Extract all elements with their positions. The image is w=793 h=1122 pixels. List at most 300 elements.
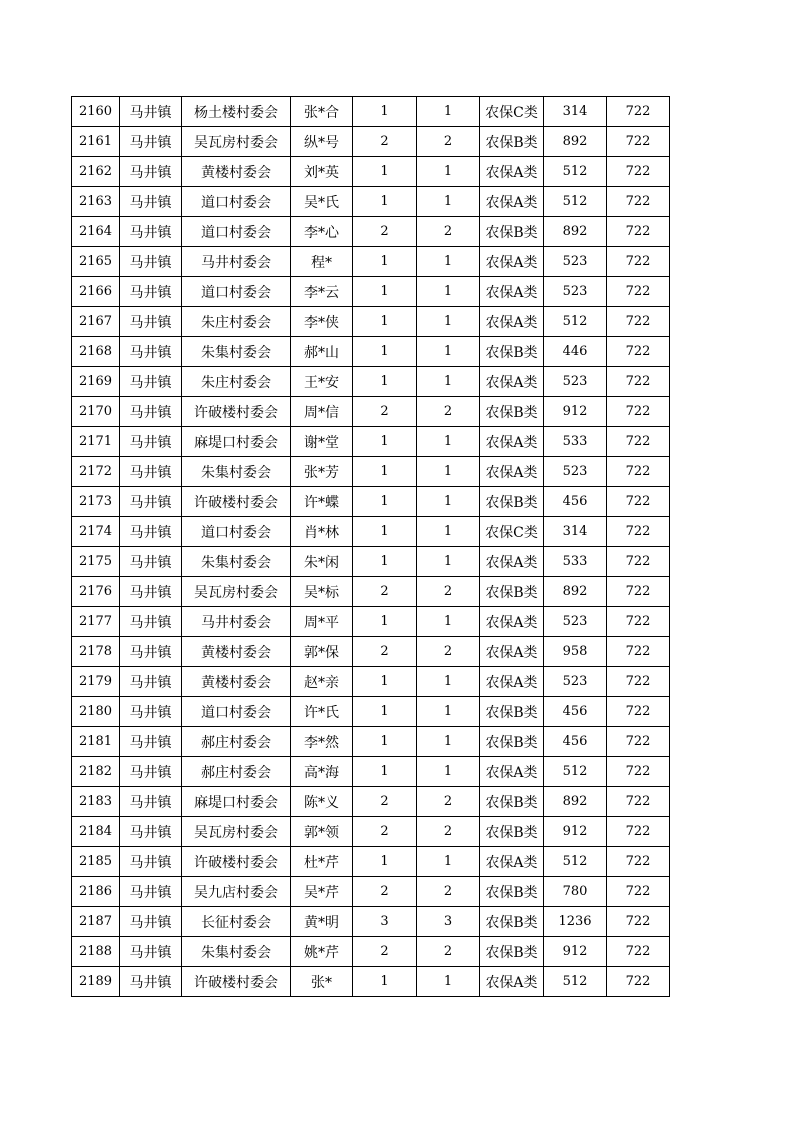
amount-cell: 456: [544, 487, 607, 517]
table-row: [72, 937, 670, 967]
household-count-cell: 2: [353, 937, 417, 967]
village-committee-cell: 道口村委会: [182, 697, 291, 727]
serial-number-cell: 2163: [72, 187, 120, 217]
amount-cell: 446: [544, 337, 607, 367]
table-row: [72, 367, 670, 397]
table-row: [72, 847, 670, 877]
standard-cell: 722: [607, 427, 670, 457]
person-count-cell: 1: [417, 847, 480, 877]
name-cell: 王*安: [291, 367, 353, 397]
serial-number-cell: 2161: [72, 127, 120, 157]
standard-cell: 722: [607, 337, 670, 367]
insurance-class-cell: 农保A类: [480, 637, 544, 667]
insurance-class-cell: 农保B类: [480, 397, 544, 427]
standard-cell: 722: [607, 547, 670, 577]
standard-cell: 722: [607, 457, 670, 487]
name-cell: 李*然: [291, 727, 353, 757]
person-count-cell: 1: [417, 967, 480, 997]
name-cell: 吴*氏: [291, 187, 353, 217]
amount-cell: 912: [544, 397, 607, 427]
amount-cell: 523: [544, 247, 607, 277]
insurance-class-cell: 农保B类: [480, 577, 544, 607]
serial-number-cell: 2186: [72, 877, 120, 907]
person-count-cell: 2: [417, 577, 480, 607]
serial-number-cell: 2180: [72, 697, 120, 727]
name-cell: 李*心: [291, 217, 353, 247]
name-cell: 黄*明: [291, 907, 353, 937]
town-cell: 马井镇: [120, 577, 182, 607]
amount-cell: 512: [544, 187, 607, 217]
person-count-cell: 1: [417, 247, 480, 277]
standard-cell: 722: [607, 127, 670, 157]
household-count-cell: 2: [353, 217, 417, 247]
household-count-cell: 1: [353, 157, 417, 187]
amount-cell: 912: [544, 817, 607, 847]
table-row: [72, 577, 670, 607]
village-committee-cell: 吴瓦房村委会: [182, 127, 291, 157]
insurance-class-cell: 农保B类: [480, 877, 544, 907]
name-cell: 朱*闲: [291, 547, 353, 577]
village-committee-cell: 长征村委会: [182, 907, 291, 937]
serial-number-cell: 2183: [72, 787, 120, 817]
insurance-class-cell: 农保C类: [480, 517, 544, 547]
village-committee-cell: 许破楼村委会: [182, 397, 291, 427]
household-count-cell: 2: [353, 577, 417, 607]
town-cell: 马井镇: [120, 967, 182, 997]
serial-number-cell: 2169: [72, 367, 120, 397]
person-count-cell: 2: [417, 787, 480, 817]
village-committee-cell: 朱集村委会: [182, 547, 291, 577]
serial-number-cell: 2166: [72, 277, 120, 307]
serial-number-cell: 2173: [72, 487, 120, 517]
town-cell: 马井镇: [120, 727, 182, 757]
town-cell: 马井镇: [120, 517, 182, 547]
village-committee-cell: 吴九店村委会: [182, 877, 291, 907]
town-cell: 马井镇: [120, 127, 182, 157]
standard-cell: 722: [607, 97, 670, 127]
person-count-cell: 1: [417, 337, 480, 367]
village-committee-cell: 郝庄村委会: [182, 727, 291, 757]
household-count-cell: 1: [353, 847, 417, 877]
table-row: [72, 97, 670, 127]
standard-cell: 722: [607, 187, 670, 217]
person-count-cell: 1: [417, 367, 480, 397]
town-cell: 马井镇: [120, 277, 182, 307]
serial-number-cell: 2189: [72, 967, 120, 997]
village-committee-cell: 许破楼村委会: [182, 847, 291, 877]
name-cell: 许*蝶: [291, 487, 353, 517]
standard-cell: 722: [607, 817, 670, 847]
standard-cell: 722: [607, 727, 670, 757]
village-committee-cell: 朱庄村委会: [182, 367, 291, 397]
insurance-class-cell: 农保A类: [480, 607, 544, 637]
standard-cell: 722: [607, 937, 670, 967]
table-body: [72, 97, 670, 997]
table-row: [72, 547, 670, 577]
standard-cell: 722: [607, 967, 670, 997]
standard-cell: 722: [607, 307, 670, 337]
name-cell: 程*: [291, 247, 353, 277]
table-row: [72, 787, 670, 817]
town-cell: 马井镇: [120, 607, 182, 637]
insurance-class-cell: 农保A类: [480, 967, 544, 997]
name-cell: 郭*领: [291, 817, 353, 847]
village-committee-cell: 道口村委会: [182, 187, 291, 217]
table-row: [72, 757, 670, 787]
town-cell: 马井镇: [120, 757, 182, 787]
village-committee-cell: 道口村委会: [182, 517, 291, 547]
village-committee-cell: 黄楼村委会: [182, 637, 291, 667]
standard-cell: 722: [607, 157, 670, 187]
household-count-cell: 1: [353, 667, 417, 697]
insurance-class-cell: 农保B类: [480, 487, 544, 517]
name-cell: 姚*芹: [291, 937, 353, 967]
town-cell: 马井镇: [120, 97, 182, 127]
amount-cell: 780: [544, 877, 607, 907]
standard-cell: 722: [607, 277, 670, 307]
serial-number-cell: 2162: [72, 157, 120, 187]
amount-cell: 314: [544, 97, 607, 127]
household-count-cell: 1: [353, 607, 417, 637]
town-cell: 马井镇: [120, 427, 182, 457]
table-row: [72, 337, 670, 367]
town-cell: 马井镇: [120, 367, 182, 397]
person-count-cell: 1: [417, 727, 480, 757]
amount-cell: 892: [544, 217, 607, 247]
village-committee-cell: 朱庄村委会: [182, 307, 291, 337]
household-count-cell: 1: [353, 367, 417, 397]
amount-cell: 512: [544, 757, 607, 787]
amount-cell: 1236: [544, 907, 607, 937]
serial-number-cell: 2174: [72, 517, 120, 547]
amount-cell: 512: [544, 307, 607, 337]
amount-cell: 912: [544, 937, 607, 967]
table-row: [72, 907, 670, 937]
table-row: [72, 157, 670, 187]
village-committee-cell: 黄楼村委会: [182, 157, 291, 187]
household-count-cell: 1: [353, 247, 417, 277]
village-committee-cell: 杨土楼村委会: [182, 97, 291, 127]
town-cell: 马井镇: [120, 787, 182, 817]
serial-number-cell: 2160: [72, 97, 120, 127]
table-row: [72, 697, 670, 727]
household-count-cell: 1: [353, 307, 417, 337]
name-cell: 郭*保: [291, 637, 353, 667]
amount-cell: 523: [544, 457, 607, 487]
household-count-cell: 1: [353, 277, 417, 307]
standard-cell: 722: [607, 697, 670, 727]
table-row: [72, 457, 670, 487]
village-committee-cell: 道口村委会: [182, 277, 291, 307]
standard-cell: 722: [607, 847, 670, 877]
standard-cell: 722: [607, 787, 670, 817]
table-row: [72, 277, 670, 307]
town-cell: 马井镇: [120, 907, 182, 937]
person-count-cell: 2: [417, 127, 480, 157]
table-row: [72, 307, 670, 337]
serial-number-cell: 2167: [72, 307, 120, 337]
insurance-class-cell: 农保A类: [480, 277, 544, 307]
insurance-class-cell: 农保B类: [480, 787, 544, 817]
name-cell: 纵*号: [291, 127, 353, 157]
person-count-cell: 1: [417, 517, 480, 547]
table-row: [72, 967, 670, 997]
name-cell: 高*海: [291, 757, 353, 787]
town-cell: 马井镇: [120, 547, 182, 577]
name-cell: 杜*芹: [291, 847, 353, 877]
person-count-cell: 1: [417, 697, 480, 727]
amount-cell: 456: [544, 697, 607, 727]
amount-cell: 314: [544, 517, 607, 547]
serial-number-cell: 2176: [72, 577, 120, 607]
village-committee-cell: 吴瓦房村委会: [182, 577, 291, 607]
village-committee-cell: 黄楼村委会: [182, 667, 291, 697]
amount-cell: 892: [544, 577, 607, 607]
amount-cell: 523: [544, 607, 607, 637]
standard-cell: 722: [607, 517, 670, 547]
name-cell: 周*平: [291, 607, 353, 637]
town-cell: 马井镇: [120, 457, 182, 487]
insurance-class-cell: 农保B类: [480, 937, 544, 967]
table-row: [72, 727, 670, 757]
household-count-cell: 1: [353, 727, 417, 757]
amount-cell: 892: [544, 127, 607, 157]
amount-cell: 512: [544, 157, 607, 187]
insurance-class-cell: 农保B类: [480, 697, 544, 727]
name-cell: 李*侠: [291, 307, 353, 337]
household-count-cell: 2: [353, 787, 417, 817]
serial-number-cell: 2171: [72, 427, 120, 457]
amount-cell: 523: [544, 667, 607, 697]
insurance-class-cell: 农保A类: [480, 157, 544, 187]
records-table: [71, 96, 670, 997]
town-cell: 马井镇: [120, 847, 182, 877]
village-committee-cell: 朱集村委会: [182, 457, 291, 487]
town-cell: 马井镇: [120, 397, 182, 427]
amount-cell: 523: [544, 277, 607, 307]
person-count-cell: 1: [417, 457, 480, 487]
amount-cell: 512: [544, 847, 607, 877]
standard-cell: 722: [607, 607, 670, 637]
serial-number-cell: 2188: [72, 937, 120, 967]
serial-number-cell: 2165: [72, 247, 120, 277]
name-cell: 肖*林: [291, 517, 353, 547]
name-cell: 张*芳: [291, 457, 353, 487]
table-row: [72, 667, 670, 697]
person-count-cell: 1: [417, 187, 480, 217]
amount-cell: 533: [544, 547, 607, 577]
person-count-cell: 1: [417, 427, 480, 457]
serial-number-cell: 2172: [72, 457, 120, 487]
table-row: [72, 247, 670, 277]
insurance-class-cell: 农保A类: [480, 757, 544, 787]
standard-cell: 722: [607, 577, 670, 607]
name-cell: 张*: [291, 967, 353, 997]
name-cell: 刘*英: [291, 157, 353, 187]
standard-cell: 722: [607, 637, 670, 667]
person-count-cell: 1: [417, 757, 480, 787]
name-cell: 周*信: [291, 397, 353, 427]
serial-number-cell: 2168: [72, 337, 120, 367]
household-count-cell: 1: [353, 517, 417, 547]
amount-cell: 533: [544, 427, 607, 457]
household-count-cell: 1: [353, 337, 417, 367]
person-count-cell: 1: [417, 607, 480, 637]
name-cell: 赵*亲: [291, 667, 353, 697]
person-count-cell: 1: [417, 667, 480, 697]
serial-number-cell: 2181: [72, 727, 120, 757]
standard-cell: 722: [607, 217, 670, 247]
table-row: [72, 397, 670, 427]
name-cell: 吴*标: [291, 577, 353, 607]
insurance-class-cell: 农保B类: [480, 817, 544, 847]
town-cell: 马井镇: [120, 337, 182, 367]
serial-number-cell: 2187: [72, 907, 120, 937]
name-cell: 郝*山: [291, 337, 353, 367]
household-count-cell: 1: [353, 757, 417, 787]
person-count-cell: 1: [417, 547, 480, 577]
household-count-cell: 2: [353, 637, 417, 667]
standard-cell: 722: [607, 397, 670, 427]
village-committee-cell: 朱集村委会: [182, 337, 291, 367]
standard-cell: 722: [607, 367, 670, 397]
household-count-cell: 1: [353, 187, 417, 217]
town-cell: 马井镇: [120, 637, 182, 667]
insurance-class-cell: 农保B类: [480, 127, 544, 157]
name-cell: 张*合: [291, 97, 353, 127]
person-count-cell: 2: [417, 817, 480, 847]
town-cell: 马井镇: [120, 817, 182, 847]
household-count-cell: 2: [353, 817, 417, 847]
serial-number-cell: 2184: [72, 817, 120, 847]
village-committee-cell: 马井村委会: [182, 247, 291, 277]
town-cell: 马井镇: [120, 307, 182, 337]
table-row: [72, 877, 670, 907]
name-cell: 谢*堂: [291, 427, 353, 457]
serial-number-cell: 2164: [72, 217, 120, 247]
insurance-class-cell: 农保B类: [480, 907, 544, 937]
person-count-cell: 2: [417, 397, 480, 427]
insurance-class-cell: 农保A类: [480, 547, 544, 577]
insurance-class-cell: 农保B类: [480, 217, 544, 247]
insurance-class-cell: 农保B类: [480, 727, 544, 757]
amount-cell: 523: [544, 367, 607, 397]
household-count-cell: 1: [353, 427, 417, 457]
village-committee-cell: 马井村委会: [182, 607, 291, 637]
village-committee-cell: 许破楼村委会: [182, 967, 291, 997]
table-row: [72, 127, 670, 157]
town-cell: 马井镇: [120, 487, 182, 517]
name-cell: 许*氏: [291, 697, 353, 727]
insurance-class-cell: 农保A类: [480, 307, 544, 337]
insurance-class-cell: 农保A类: [480, 367, 544, 397]
village-committee-cell: 许破楼村委会: [182, 487, 291, 517]
town-cell: 马井镇: [120, 877, 182, 907]
insurance-class-cell: 农保C类: [480, 97, 544, 127]
person-count-cell: 1: [417, 307, 480, 337]
village-committee-cell: 朱集村委会: [182, 937, 291, 967]
amount-cell: 958: [544, 637, 607, 667]
person-count-cell: 2: [417, 877, 480, 907]
table-row: [72, 487, 670, 517]
person-count-cell: 2: [417, 217, 480, 247]
village-committee-cell: 吴瓦房村委会: [182, 817, 291, 847]
standard-cell: 722: [607, 487, 670, 517]
amount-cell: 892: [544, 787, 607, 817]
table-row: [72, 187, 670, 217]
person-count-cell: 3: [417, 907, 480, 937]
serial-number-cell: 2182: [72, 757, 120, 787]
person-count-cell: 1: [417, 277, 480, 307]
insurance-class-cell: 农保A类: [480, 847, 544, 877]
village-committee-cell: 麻堤口村委会: [182, 787, 291, 817]
town-cell: 马井镇: [120, 667, 182, 697]
amount-cell: 456: [544, 727, 607, 757]
table-row: [72, 607, 670, 637]
household-count-cell: 2: [353, 397, 417, 427]
village-committee-cell: 道口村委会: [182, 217, 291, 247]
household-count-cell: 1: [353, 457, 417, 487]
serial-number-cell: 2177: [72, 607, 120, 637]
standard-cell: 722: [607, 667, 670, 697]
person-count-cell: 2: [417, 637, 480, 667]
insurance-class-cell: 农保A类: [480, 187, 544, 217]
insurance-class-cell: 农保A类: [480, 667, 544, 697]
person-count-cell: 2: [417, 937, 480, 967]
standard-cell: 722: [607, 907, 670, 937]
town-cell: 马井镇: [120, 697, 182, 727]
household-count-cell: 1: [353, 97, 417, 127]
amount-cell: 512: [544, 967, 607, 997]
standard-cell: 722: [607, 757, 670, 787]
insurance-class-cell: 农保A类: [480, 247, 544, 277]
name-cell: 李*云: [291, 277, 353, 307]
town-cell: 马井镇: [120, 937, 182, 967]
household-count-cell: 2: [353, 127, 417, 157]
town-cell: 马井镇: [120, 187, 182, 217]
household-count-cell: 1: [353, 547, 417, 577]
town-cell: 马井镇: [120, 157, 182, 187]
table-row: [72, 517, 670, 547]
village-committee-cell: 郝庄村委会: [182, 757, 291, 787]
insurance-class-cell: 农保B类: [480, 337, 544, 367]
village-committee-cell: 麻堤口村委会: [182, 427, 291, 457]
person-count-cell: 1: [417, 97, 480, 127]
name-cell: 陈*义: [291, 787, 353, 817]
table-row: [72, 817, 670, 847]
person-count-cell: 1: [417, 487, 480, 517]
household-count-cell: 3: [353, 907, 417, 937]
serial-number-cell: 2170: [72, 397, 120, 427]
name-cell: 吴*芹: [291, 877, 353, 907]
town-cell: 马井镇: [120, 217, 182, 247]
serial-number-cell: 2185: [72, 847, 120, 877]
serial-number-cell: 2179: [72, 667, 120, 697]
insurance-class-cell: 农保A类: [480, 457, 544, 487]
household-count-cell: 1: [353, 487, 417, 517]
table-row: [72, 217, 670, 247]
household-count-cell: 2: [353, 877, 417, 907]
person-count-cell: 1: [417, 157, 480, 187]
table-row: [72, 637, 670, 667]
standard-cell: 722: [607, 247, 670, 277]
serial-number-cell: 2178: [72, 637, 120, 667]
town-cell: 马井镇: [120, 247, 182, 277]
table-row: [72, 427, 670, 457]
standard-cell: 722: [607, 877, 670, 907]
household-count-cell: 1: [353, 967, 417, 997]
insurance-class-cell: 农保A类: [480, 427, 544, 457]
